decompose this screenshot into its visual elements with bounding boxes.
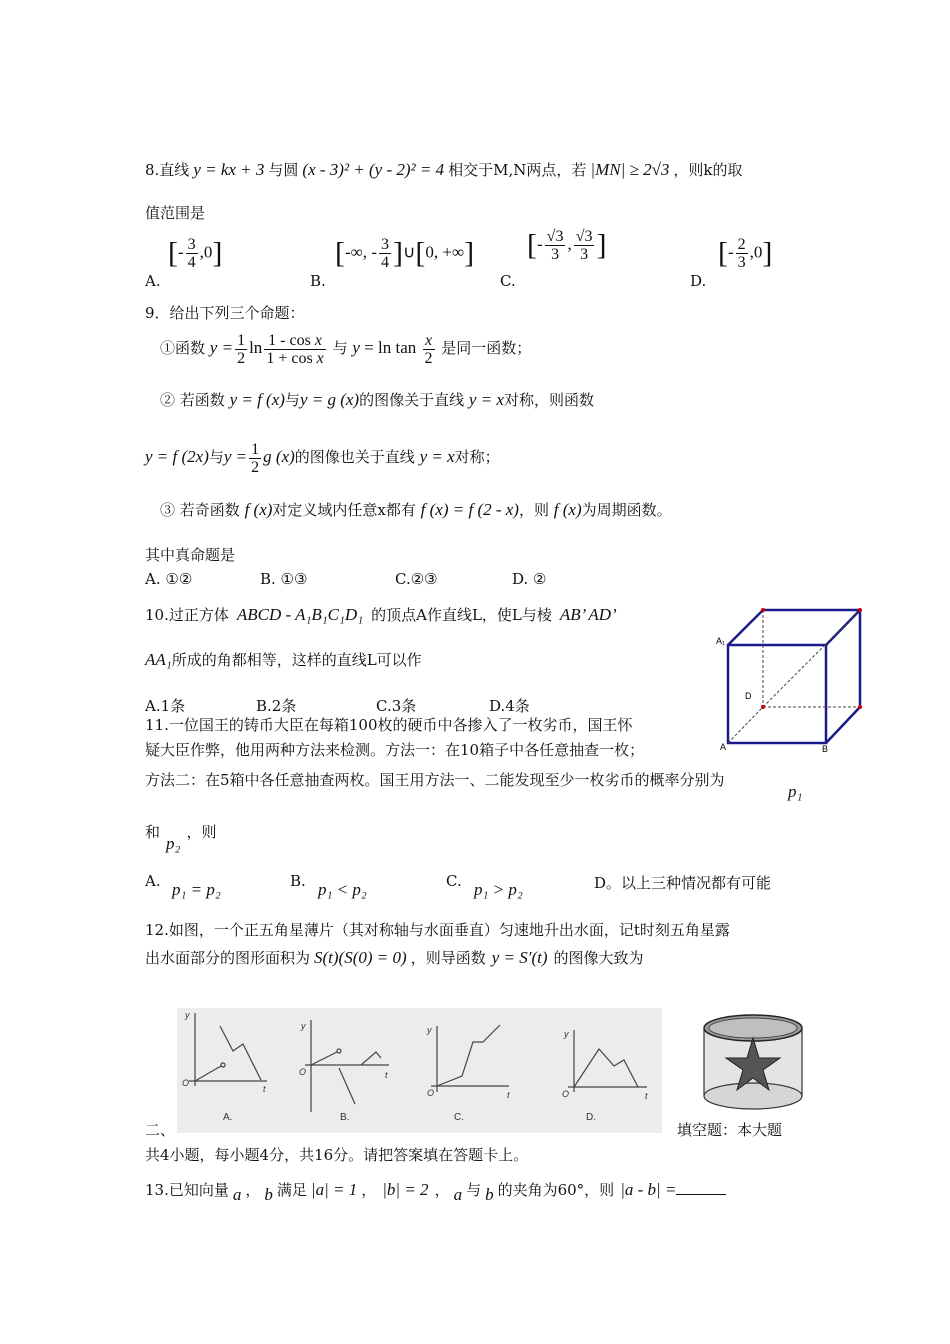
q10-option-c: C.3条: [376, 697, 417, 715]
q8-option-b-label: B.: [310, 272, 326, 290]
svg-text:y: y: [564, 1029, 569, 1039]
q8-option-b-expr: [-∞, - $\frac{3}{4}$ ]∪[0, +∞]: [335, 236, 475, 271]
graph-label-b: B.: [340, 1112, 350, 1123]
q11-option-a: p₁ = p₂: [172, 880, 221, 899]
cube-label-a1: A₁: [716, 636, 726, 646]
q10-option-a: A.1条: [145, 697, 186, 715]
q9-prop2-line1: ② 若函数 y = f (x)与y = g (x)的图像关于直线 y = x对称，则函数: [160, 390, 594, 409]
svg-text:t: t: [263, 1084, 266, 1094]
section2-line2: 共4小题，每小题4分，共16分。请把答案填在答题卡上。: [145, 1146, 529, 1164]
q12-line2: 出水面部分的图形面积为 S(t)(S(0) = 0) ，则导函数 y = S′(t) 的图像大致为: [145, 948, 644, 967]
q11-line3: 方法二：在5箱中各任意抽查两枚。国王用方法一、二能发现至少一枚劣币的概率分别为: [145, 771, 725, 789]
q11-option-c-label: C.: [446, 872, 462, 890]
q9-ask: 其中真命题是: [145, 546, 236, 564]
q11-option-a-label: A.: [145, 872, 161, 890]
q8-line1: 8.直线 y = kx + 3 与圆 (x - 3)² + (y - 2)² = 4 相交于M,N两点，若 |MN| ≥ 2√3 ，则k的取: [145, 160, 743, 179]
q11-line4: 和p₂，则: [145, 823, 217, 853]
q9-option-c: C.②③: [395, 570, 438, 588]
svg-text:O: O: [299, 1067, 307, 1077]
q11-line2: 疑大臣作弊，他用两种方法来检测。方法一：在10箱子中各任意抽查一枚；: [145, 741, 645, 759]
q9-option-d: D. ②: [512, 570, 547, 588]
cube-label-a: A: [720, 742, 727, 752]
cube-label-d: D: [745, 691, 752, 701]
q8-option-a-expr: [- $\frac{3}{4}$ ,0]: [168, 236, 223, 271]
q10-line1: 10.过正方体 ABCD - A₁B₁C₁D₁ 的顶点A作直线L，使L与棱 AB’ AD’: [145, 605, 617, 624]
q9-option-b: B. ①③: [260, 570, 308, 588]
q8-line2: 值范围是: [145, 204, 206, 222]
svg-text:t: t: [385, 1070, 388, 1080]
q9-head: 9．给出下列三个命题：: [145, 304, 305, 322]
q9-prop1: ①函数 y = $\frac{1}{2}$ ln $\frac{\text{1 - cos x}}{\text{1 + cos x}}$ 与 y = ln tan $\frac{x}{2}$ 是同一函数；: [160, 331, 532, 367]
q12-graphs: [177, 1008, 662, 1133]
svg-text:t: t: [507, 1090, 510, 1100]
q11-p1: p₁: [788, 782, 803, 801]
svg-text:O: O: [182, 1078, 190, 1088]
q11-line1: 11.一位国王的铸币大臣在每箱100枚的硬币中各掺入了一枚劣币，国王怀: [145, 716, 633, 734]
graph-label-d: D.: [586, 1112, 596, 1123]
section2-start: 二、: [145, 1121, 176, 1139]
q10-option-b: B.2条: [256, 697, 297, 715]
svg-text:y: y: [301, 1021, 306, 1031]
q8-option-d-label: D.: [690, 272, 707, 290]
q11-option-b-label: B.: [290, 872, 306, 890]
q9-prop2-line2: y = f (2x)与y = $\frac{1}{2}$ g (x)的图像也关于直线 y = x对称；: [145, 440, 500, 476]
q10-option-d: D.4条: [489, 697, 530, 715]
graph-label-c: C.: [454, 1112, 464, 1123]
cube-figure: [712, 600, 872, 760]
q12-line1: 12.如图，一个正五角星薄片（其对称轴与水面垂直）匀速地升出水面，记t时刻五角星露: [145, 921, 730, 939]
q8-option-a-label: A.: [145, 272, 161, 290]
q8-option-c-expr: [- $\frac{√3}{3}$ , $\frac{√3}{3}$ ]: [527, 228, 607, 263]
cube-label-b: B: [822, 744, 829, 754]
q8-option-c-label: C.: [500, 272, 516, 290]
graph-label-a: A.: [223, 1112, 233, 1123]
q11-option-b: p₁ < p₂: [318, 880, 367, 899]
q9-prop3: ③ 若奇函数 f (x)对定义域内任意x都有 f (x) = f (2 - x)，则 f (x)为周期函数。: [160, 500, 672, 519]
svg-text:O: O: [562, 1089, 570, 1099]
svg-text:t: t: [645, 1091, 648, 1101]
svg-text:O: O: [427, 1088, 435, 1098]
svg-text:y: y: [185, 1010, 190, 1020]
q11-option-d: D。以上三种情况都有可能: [594, 874, 772, 892]
q9-option-a: A. ①②: [145, 570, 193, 588]
star-cylinder-figure: [698, 1008, 808, 1113]
section2-heading-end: 填空题：本大题: [677, 1121, 783, 1139]
q13-answer-blank[interactable]: [676, 1194, 726, 1195]
svg-text:y: y: [427, 1025, 432, 1035]
q11-option-c: p₁ > p₂: [474, 880, 523, 899]
q8-option-d-expr: [- $\frac{2}{3}$ ,0]: [718, 236, 773, 271]
q10-line2: AA₁所成的角都相等，这样的直线L可以作: [145, 650, 422, 669]
q13-line: 13.已知向量 a ， b 满足 |a| = 1 ， |b| = 2 ， a 与 b 的夹角为60°，则 |a - b| =: [145, 1180, 726, 1200]
